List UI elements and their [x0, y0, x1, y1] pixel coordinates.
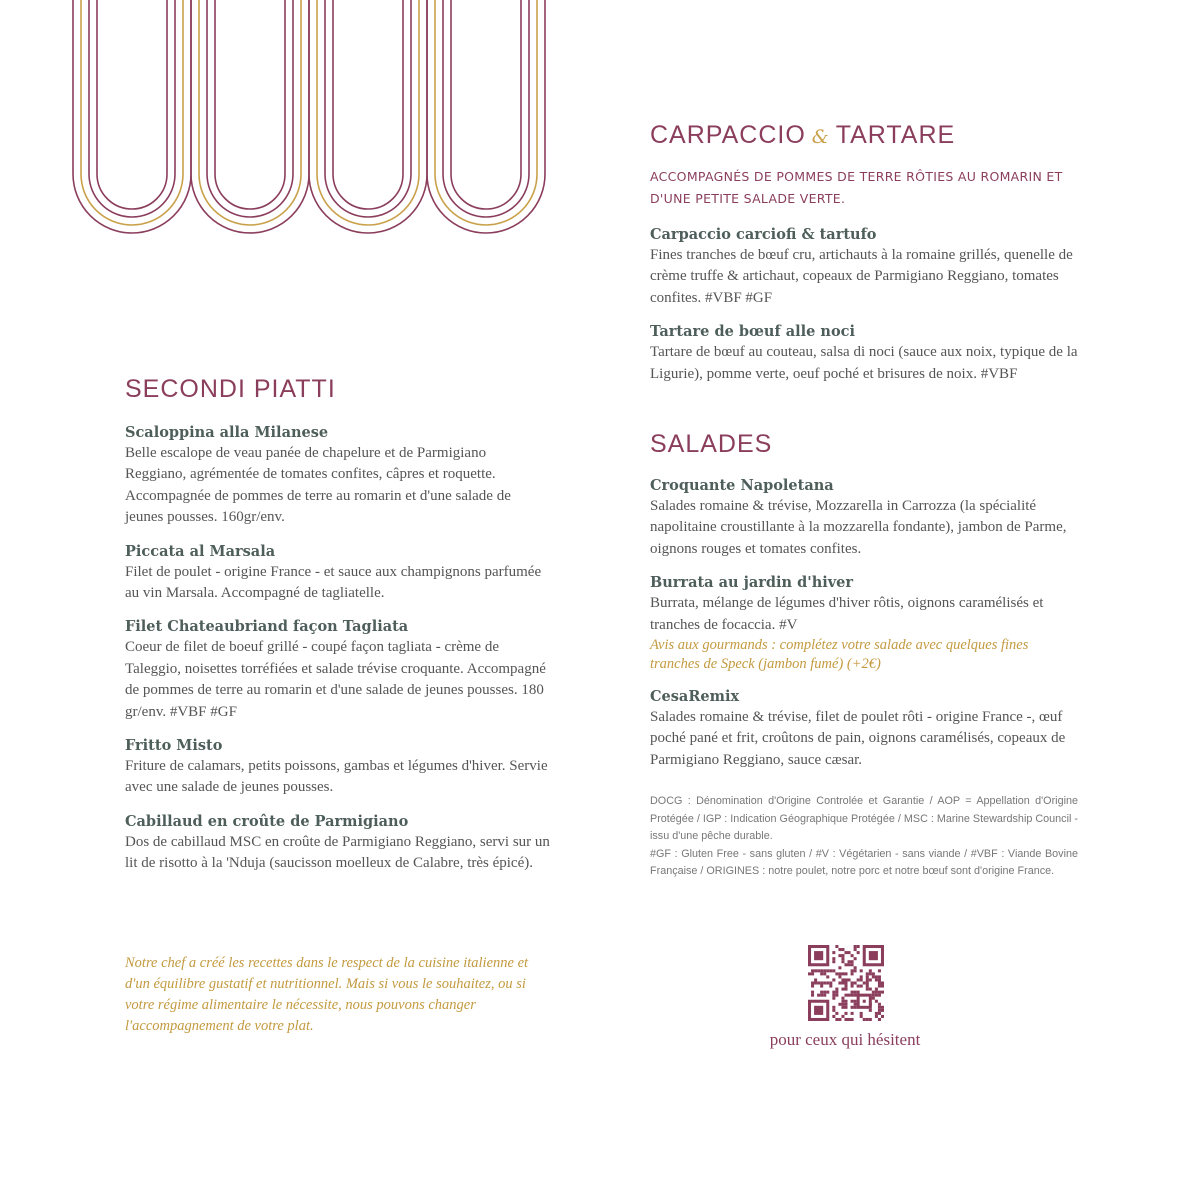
dish-description: Coeur de filet de boeuf grillé - coupé façon tagliata - crème de Taleggio, noisettes torréfiées et salade trévise croquante. Accompagné de pommes de terre au romarin et d'une salade de jeunes pousses. 180 gr/env. #VBF #GF: [125, 639, 546, 720]
dish-item: [125, 422, 550, 529]
dish-item: [125, 735, 550, 799]
arch-1: [73, 0, 191, 233]
qr-code-icon: [808, 945, 884, 1021]
section-title-carpaccio: [650, 120, 1078, 152]
dish-description: Burrata, mélange de légumes d'hiver rôtis, oignons caramélisés et tranches de focaccia. #V: [650, 595, 1044, 633]
legend-line: DOCG : Dénomination d'Origine Controlée et Garantie / AOP = Appellation d'Origine Protégée / IGP : Indication Géographique Protégée / MSC : Marine Stewardship Council - issu d'une pêche durable.: [650, 795, 1078, 843]
section-subtitle: ACCOMPAGNÉS DE POMMES DE TERRE RÔTIES AU ROMARIN ET D'UNE PETITE SALADE VERTE.: [650, 169, 1063, 206]
arch-4: [427, 0, 545, 233]
dish-name: Filet Chateaubriand façon Tagliata: [125, 618, 409, 636]
dish-item: [125, 616, 550, 723]
dish-note: Avis aux gourmands : complétez votre salade avec quelques fines tranches de Speck (jambon fumé) (+2€): [650, 637, 1029, 673]
section-title-salades: SALADES: [650, 430, 773, 459]
dish-name: Scaloppina alla Milanese: [125, 424, 329, 441]
qr-caption: pour ceux qui hésitent: [769, 1030, 921, 1049]
ampersand: &: [811, 126, 830, 148]
legend-line: #GF : Gluten Free - sans gluten / #V : Végétarien - sans viande / #VBF : Viande Bovine Française / ORIGINES : notre poulet, notre porc et notre bœuf sont d'origine France.: [650, 847, 1078, 878]
dish-name: Piccata al Marsala: [125, 542, 276, 560]
title-part: TARTARE: [835, 121, 956, 149]
dish-item: [650, 686, 1078, 771]
dish-name: Fritto Misto: [125, 737, 223, 755]
dish-description: Belle escalope de veau panée de chapelure et de Parmigiano Reggiano, agrémentée de tomates confites, câpres et roquette. Accompagnée de pommes de terre au romarin et d'une salade de jeunes pousses. 160gr/env.: [125, 445, 511, 526]
secondi-section: [125, 374, 550, 875]
dish-name: Cabillaud en croûte de Parmigiano: [125, 812, 409, 830]
dish-item: [650, 321, 1078, 385]
chef-note: Notre chef a créé les recettes dans le respect de la cuisine italienne et d'un équilibre gustatif et nutritionnel. Mais si vous le souhaitez, ou si votre régime alimentaire le nécessite, nous pouvons changer l'accompagnement de votre plat.: [125, 955, 529, 1034]
dish-item: [650, 572, 1078, 674]
dish-name: Tartare de bœuf alle noci: [650, 323, 855, 341]
dish-name: Carpaccio carciofi & tartufo: [650, 226, 877, 243]
dish-description: Filet de poulet - origine France - et sauce aux champignons parfumée au vin Marsala. Accompagné de tagliatelle.: [125, 563, 542, 602]
dish-item: [650, 475, 1078, 560]
dish-description: Fines tranches de bœuf cru, artichauts à la romaine grillés, quenelle de crème truffe & artichaut, copeaux de Parmigiano Reggiano, tomates confites. #VBF #GF: [650, 247, 1073, 306]
arch-2: [191, 0, 309, 233]
dish-description: Tartare de bœuf au couteau, salsa di noci (sauce aux noix, typique de la Ligurie), pomme verte, oeuf poché et brisures de noix. #VBF: [650, 344, 1078, 382]
dish-description: Dos de cabillaud MSC en croûte de Parmigiano Reggiano, servi sur un lit de risotto à la 'Nduja (saucisson moelleux de Calabre, très épicé).: [125, 833, 550, 872]
dish-item: [125, 541, 550, 605]
qr-code[interactable]: [808, 945, 884, 1021]
legend: [650, 793, 1078, 881]
right-column: [650, 120, 1078, 881]
dish-name: Burrata au jardin d'hiver: [650, 574, 854, 592]
dish-description: Friture de calamars, petits poissons, gambas et légumes d'hiver. Servie avec une salade de jeunes pousses.: [125, 758, 548, 796]
arch-3: [309, 0, 427, 233]
dish-description: Salades romaine & trévise, Mozzarella in Carrozza (la spécialité napolitaine croustillante à la mozzarella fondante), jambon de Parme, oignons rouges et tomates confites.: [650, 498, 1067, 557]
dish-name: CesaRemix: [650, 688, 740, 706]
dish-item: [125, 811, 550, 875]
dish-description: Salades romaine & trévise, filet de poulet rôti - origine France -, œuf poché pané et frit, croûtons de pain, oignons caramélisés, copeaux de Parmigiano Reggiano, sauce cæsar.: [650, 709, 1066, 768]
decorative-arches: [0, 0, 560, 250]
title-part: CARPACCIO: [650, 121, 806, 149]
dish-name: Croquante Napoletana: [650, 477, 834, 495]
section-title-secondi: SECONDI PIATTI: [125, 375, 336, 403]
dish-item: [650, 224, 1078, 309]
